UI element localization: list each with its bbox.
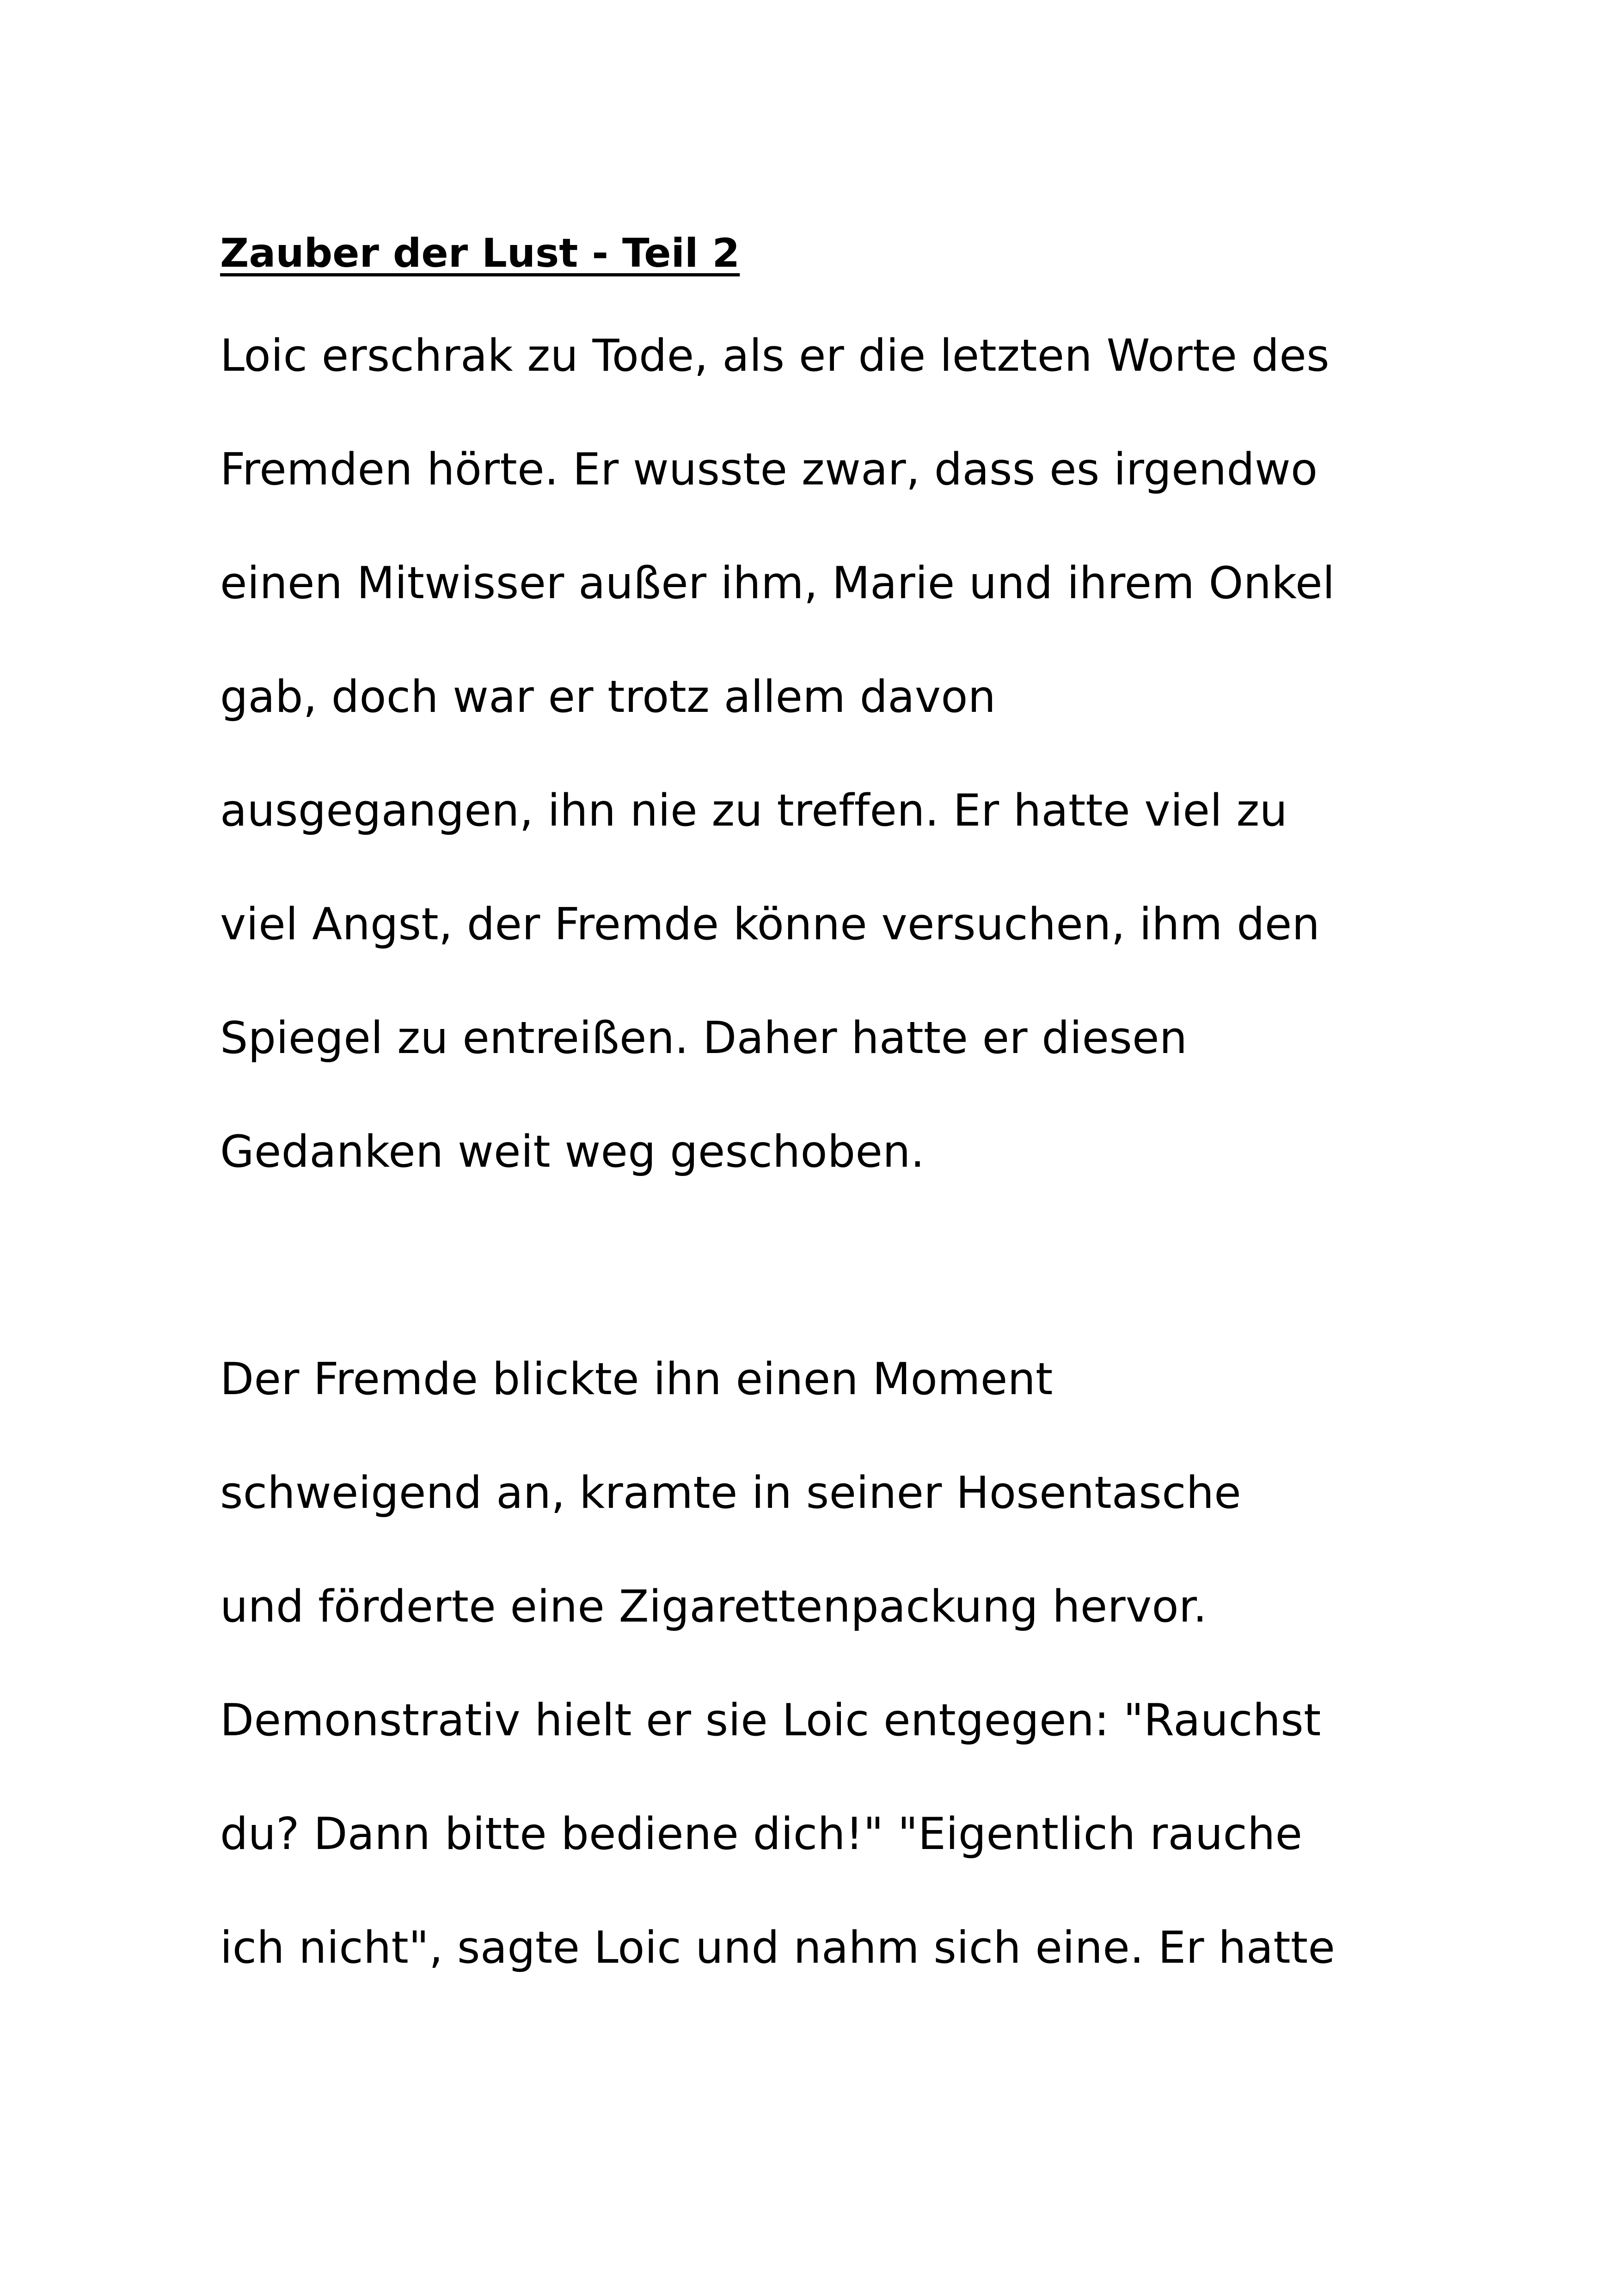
paragraph-1-line-6: viel Angst, der Fremde könne versuchen, ihm den [220,899,1320,950]
paragraph-1-line-7: Spiegel zu entreißen. Daher hatte er diesen [220,1013,1188,1064]
paragraph-1-line-2: Fremden hörte. Er wusste zwar, dass es irgendwo [220,444,1318,495]
paragraph-1-line-4: gab, doch war er trotz allem davon [220,672,996,722]
paragraph-2-line-1: Der Fremde blickte ihn einen Moment [220,1354,1053,1405]
paragraph-1-line-8: Gedanken weit weg geschoben. [220,1127,925,1177]
paragraph-1-line-5: ausgegangen, ihn nie zu treffen. Er hatte viel zu [220,785,1288,836]
paragraph-1-line-3: einen Mitwisser außer ihm, Marie und ihrem Onkel [220,558,1335,609]
paragraph-2-line-3: und förderte eine Zigarettenpackung hervor. [220,1581,1207,1632]
paragraph-2-line-2: schweigend an, kramte in seiner Hosentasche [220,1468,1241,1518]
paragraph-2-line-6: ich nicht", sagte Loic und nahm sich eine. Er hatte [220,1923,1336,1973]
document-title: Zauber der Lust - Teil 2 [220,230,740,276]
paragraph-2-line-4: Demonstrativ hielt er sie Loic entgegen: "Rauchst [220,1695,1321,1746]
paragraph-1-line-1: Loic erschrak zu Tode, als er die letzten Worte des [220,331,1330,381]
paragraph-2-line-5: du? Dann bitte bediene dich!" "Eigentlich rauche [220,1809,1303,1860]
